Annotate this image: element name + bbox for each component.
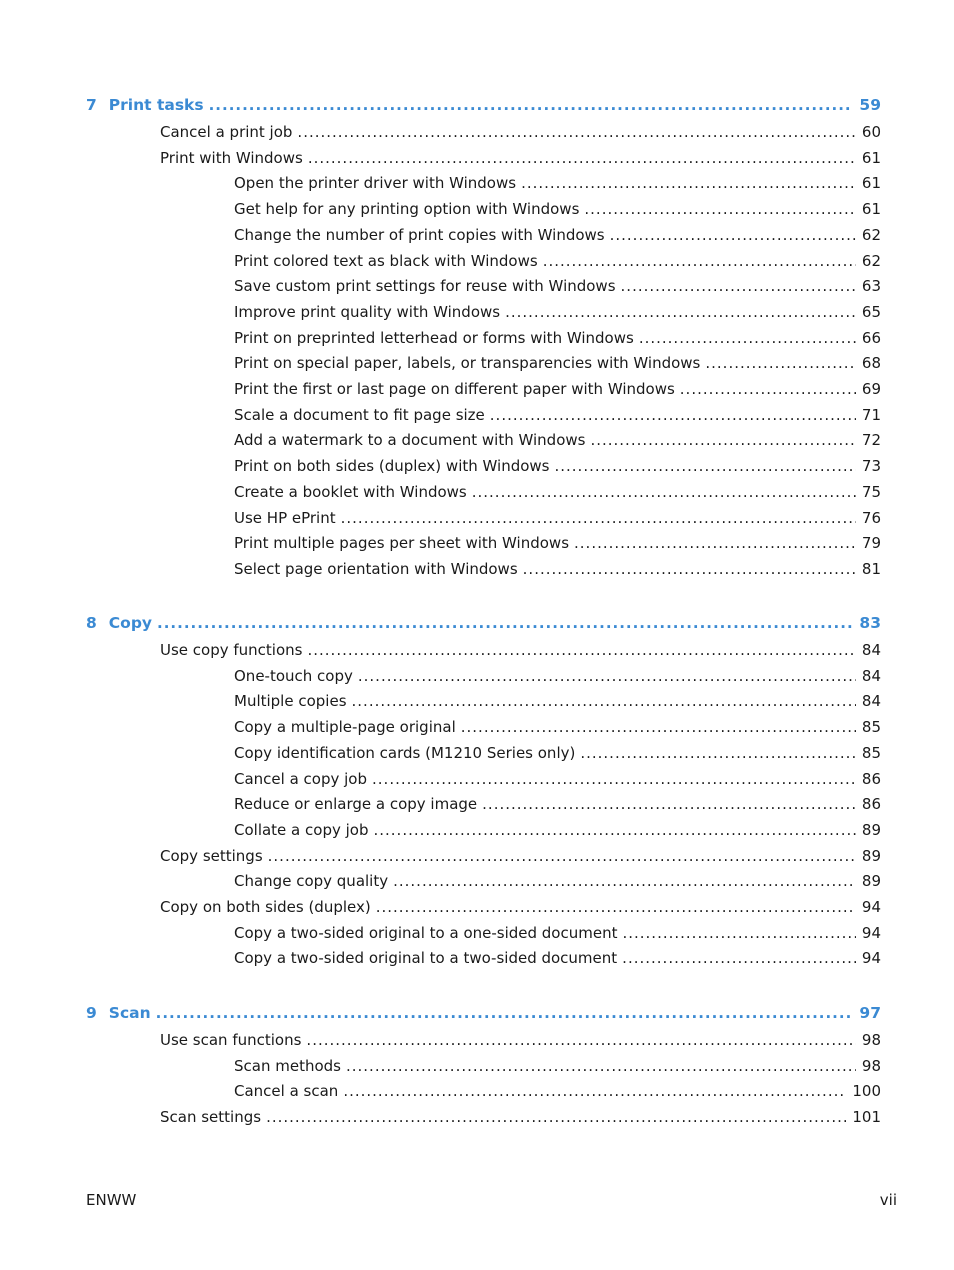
toc-entry-page-number: 71 [861, 405, 881, 424]
toc-entry[interactable] [234, 820, 881, 840]
toc-entry[interactable] [234, 769, 881, 789]
toc-entry[interactable] [234, 430, 881, 450]
toc-entry-page-number: 68 [861, 354, 881, 373]
dot-leader [352, 691, 856, 711]
toc-entry[interactable] [234, 353, 881, 373]
toc-entry[interactable] [234, 276, 881, 296]
toc-entry[interactable] [160, 640, 881, 660]
toc-entry-page-number: 65 [861, 302, 881, 321]
toc-entry-page-number: 72 [861, 431, 881, 450]
toc-entry[interactable] [234, 379, 881, 399]
toc-entry-title: Scan methods [234, 1056, 341, 1075]
dot-leader [461, 717, 856, 737]
dot-leader [639, 328, 856, 348]
toc-entry-page-number: 86 [861, 795, 881, 814]
toc-entry-title: Change copy quality [234, 872, 389, 891]
toc-entry[interactable] [234, 482, 881, 502]
toc-entry[interactable] [234, 717, 881, 737]
toc-entry[interactable] [234, 794, 881, 814]
toc-entry[interactable] [160, 1030, 881, 1050]
toc-entry-title: Multiple copies [234, 692, 347, 711]
dot-leader [543, 251, 856, 271]
toc-entry[interactable] [234, 302, 881, 322]
toc-entry-title: Change the number of print copies with Windows [234, 225, 605, 244]
toc-entry-title: Cancel a print job [160, 123, 293, 141]
toc-entry[interactable] [234, 1056, 881, 1076]
toc-entry-title: Print multiple pages per sheet with Windows [234, 534, 570, 553]
toc-entry-title: Get help for any printing option with Windows [234, 200, 580, 219]
toc-entry[interactable] [234, 251, 881, 271]
toc-entry-title: One-touch copy [234, 666, 353, 685]
toc-entry[interactable] [234, 405, 881, 425]
toc-entry-title: Copy identification cards (M1210 Series only) [234, 743, 576, 762]
toc-entry-title: Print the first or last page on different paper with Windows [234, 380, 675, 398]
toc-entry[interactable] [160, 846, 881, 866]
chapter-number: 8 [86, 614, 97, 632]
toc-entry[interactable] [234, 173, 881, 193]
dot-leader [341, 508, 856, 528]
toc-entry[interactable] [160, 1107, 881, 1127]
dot-leader [156, 1003, 854, 1023]
dot-leader [705, 353, 856, 373]
toc-entry-page-number: 94 [861, 949, 881, 968]
toc-entry-page-number: 76 [861, 508, 881, 527]
toc-entry-page-number: 81 [861, 559, 881, 578]
toc-entry-page-number: 85 [861, 718, 881, 737]
toc-entry[interactable] [234, 948, 881, 968]
dot-leader [580, 743, 856, 763]
toc-entry-page-number: 94 [861, 923, 881, 942]
toc-entry-title: Open the printer driver with Windows [234, 174, 517, 193]
toc-entry[interactable] [234, 225, 881, 245]
dot-leader [521, 173, 856, 193]
toc-entry[interactable] [234, 199, 881, 219]
toc-entry-title: Copy a multiple-page original [234, 718, 456, 737]
dot-leader [346, 1056, 856, 1076]
dot-leader [482, 794, 856, 814]
chapter-heading-9[interactable] [86, 1003, 881, 1023]
dot-leader [584, 199, 856, 219]
chapter-number: 9 [86, 1004, 97, 1022]
toc-entry-title: Reduce or enlarge a copy image [234, 795, 478, 814]
toc-entry-page-number: 101 [852, 1108, 881, 1127]
dot-leader [621, 276, 856, 296]
toc-entry-page-number: 86 [861, 769, 881, 788]
toc-entry-page-number: 73 [861, 457, 881, 476]
toc-entry-title: Copy a two-sided original to a one-sided document [234, 923, 618, 942]
toc-entry-title: Copy a two-sided original to a two-sided document [234, 949, 618, 968]
toc-entry-title: Scale a document to fit page size [234, 405, 485, 424]
dot-leader [297, 122, 855, 142]
toc-entry-title: Print on preprinted letterhead or forms with Windows [234, 328, 634, 347]
dot-leader [554, 456, 855, 476]
dot-leader [622, 948, 856, 968]
chapter-title: Scan [108, 1004, 151, 1022]
chapter-heading-7[interactable] [86, 95, 881, 115]
toc-entry-page-number: 98 [861, 1031, 881, 1049]
toc-entry-title: Print on both sides (duplex) with Windows [234, 457, 550, 476]
toc-entry-title: Use scan functions [160, 1031, 302, 1049]
toc-entry-title: Collate a copy job [234, 820, 369, 839]
toc-entry[interactable] [234, 456, 881, 476]
toc-entry-title: Copy on both sides (duplex) [160, 898, 371, 916]
chapter-page-number: 59 [859, 96, 881, 114]
dot-leader [590, 430, 855, 450]
toc-entry[interactable] [234, 533, 881, 553]
toc-entry[interactable] [160, 148, 881, 168]
toc-entry-page-number: 89 [861, 820, 881, 839]
toc-entry-page-number: 61 [861, 148, 881, 167]
toc-entry[interactable] [234, 871, 881, 891]
toc-entry-page-number: 84 [861, 666, 881, 685]
dot-leader [308, 148, 856, 168]
toc-entry-page-number: 84 [861, 692, 881, 711]
toc-entry-page-number: 60 [861, 123, 881, 141]
dot-leader [523, 559, 856, 579]
chapter-title: Copy [108, 614, 153, 632]
dot-leader [680, 379, 856, 399]
toc-entry-title: Print colored text as black with Windows [234, 251, 538, 270]
chapter-title: Print tasks [108, 96, 204, 114]
toc-entry-page-number: 66 [861, 328, 881, 347]
dot-leader [306, 1030, 855, 1050]
toc-entry-page-number: 61 [861, 174, 881, 193]
toc-entry[interactable] [234, 923, 881, 943]
dot-leader [373, 820, 855, 840]
toc-entry-title: Cancel a scan [234, 1082, 339, 1101]
toc-entry-page-number: 79 [861, 534, 881, 553]
toc-entry-page-number: 62 [861, 225, 881, 244]
toc-entry-page-number: 85 [861, 743, 881, 762]
footer-page-number: vii [879, 1191, 897, 1209]
dot-leader [358, 666, 856, 686]
dot-leader [157, 613, 853, 633]
toc-entry[interactable] [234, 691, 881, 711]
toc-entry-title: Improve print quality with Windows [234, 302, 501, 321]
toc-entry-page-number: 94 [861, 898, 881, 916]
toc-entry-title: Add a watermark to a document with Windows [234, 431, 586, 450]
chapter-page-number: 97 [859, 1004, 881, 1022]
toc-entry[interactable] [234, 1081, 881, 1101]
toc-entry[interactable] [234, 508, 881, 528]
toc-entry-page-number: 89 [861, 872, 881, 891]
toc-entry-page-number: 100 [852, 1082, 881, 1101]
dot-leader [393, 871, 856, 891]
toc-entry-title: Print on special paper, labels, or transparencies with Windows [234, 354, 701, 373]
toc-entry-page-number: 63 [861, 277, 881, 296]
toc-entry-title: Use HP ePrint [234, 508, 336, 527]
chapter-number: 7 [86, 96, 97, 114]
toc-entry-page-number: 69 [861, 380, 881, 398]
toc-entry-page-number: 75 [861, 482, 881, 501]
dot-leader [622, 923, 855, 943]
toc-entry-title: Save custom print settings for reuse with Windows [234, 277, 616, 296]
dot-leader [209, 95, 854, 115]
dot-leader [472, 482, 856, 502]
toc-entry-title: Scan settings [160, 1108, 262, 1127]
dot-leader [490, 405, 856, 425]
toc-entry-title: Copy settings [160, 846, 263, 865]
toc-entry-title: Select page orientation with Windows [234, 559, 518, 578]
toc-entry[interactable] [160, 897, 881, 917]
dot-leader [307, 640, 855, 660]
dot-leader [268, 846, 856, 866]
toc-entry-page-number: 61 [861, 200, 881, 219]
toc-entry[interactable] [234, 743, 881, 763]
toc-entry[interactable] [234, 559, 881, 579]
toc-entry-page-number: 89 [861, 846, 881, 865]
toc-entry[interactable] [234, 666, 881, 686]
dot-leader [505, 302, 856, 322]
dot-leader [372, 769, 856, 789]
toc-entry-page-number: 62 [861, 251, 881, 270]
toc-entry-title: Print with Windows [160, 148, 303, 167]
chapter-heading-8[interactable] [86, 613, 881, 633]
footer-left-label: ENWW [86, 1191, 137, 1209]
toc-entry-title: Use copy functions [160, 641, 303, 659]
toc-entry-title: Cancel a copy job [234, 769, 368, 788]
dot-leader [610, 225, 856, 245]
dot-leader [376, 897, 856, 917]
toc-entry-title: Create a booklet with Windows [234, 482, 467, 501]
toc-entry[interactable] [234, 328, 881, 348]
toc-entry-page-number: 98 [861, 1056, 881, 1075]
dot-leader [266, 1107, 846, 1127]
toc-entry[interactable] [160, 122, 881, 142]
toc-entry-page-number: 84 [861, 641, 881, 659]
chapter-page-number: 83 [859, 614, 881, 632]
dot-leader [574, 533, 856, 553]
dot-leader [343, 1081, 846, 1101]
